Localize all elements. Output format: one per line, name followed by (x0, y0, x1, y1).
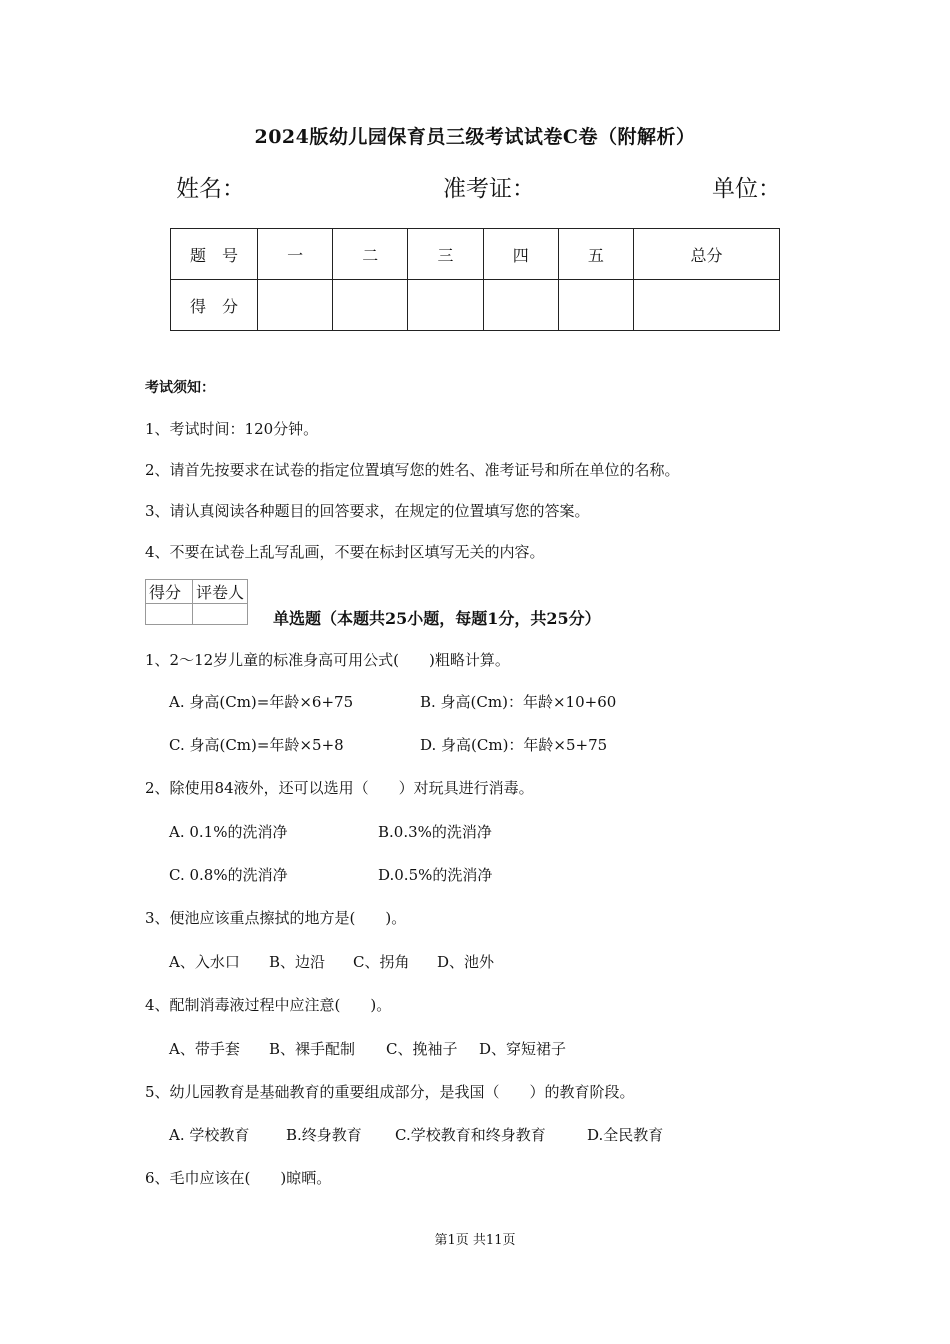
question-option[interactable]: B. 身高(Cm)：年龄×10+60 (420, 693, 617, 711)
question-stem: 3、便池应该重点擦拭的地方是( )。 (145, 909, 407, 927)
question-option[interactable]: D、穿短裙子 (479, 1040, 567, 1058)
grader-box-score-cell[interactable] (146, 604, 193, 625)
question-option[interactable]: C、挽袖子 (386, 1040, 458, 1058)
question-stem: 4、配制消毒液过程中应注意( )。 (145, 996, 392, 1014)
question-stem: 6、毛巾应该在( )晾晒。 (145, 1169, 332, 1187)
question-option[interactable]: A、带手套 (169, 1040, 240, 1058)
score-header-cell: 四 (483, 229, 558, 280)
grader-box (145, 579, 248, 625)
section-title: 单选题（本题共25小题，每题1分，共25分） (273, 609, 601, 628)
question-option[interactable]: A. 身高(Cm)=年龄×6+75 (169, 693, 354, 711)
grader-box-score-label: 得分 (146, 580, 193, 604)
exam-id-label: 准考证： (443, 176, 535, 202)
grader-box-grader-label: 评卷人 (193, 580, 248, 604)
note-item: 2、请首先按要求在试卷的指定位置填写您的姓名、准考证号和所在单位的名称。 (145, 461, 680, 479)
score-row-label: 得 分 (171, 280, 258, 331)
question-option[interactable]: B、边沿 (269, 953, 326, 971)
question-option[interactable]: B、裸手配制 (269, 1040, 356, 1058)
score-input-cell[interactable] (634, 280, 780, 331)
score-table (170, 228, 780, 331)
question-option[interactable]: A. 0.1%的洗消净 (169, 823, 288, 841)
score-input-cell[interactable] (333, 280, 408, 331)
page-footer: 第1页 共11页 (434, 1233, 516, 1248)
question-option[interactable]: A. 学校教育 (169, 1126, 250, 1144)
question-option[interactable]: A、入水口 (169, 953, 240, 971)
score-header-cell: 五 (558, 229, 633, 280)
note-item: 1、考试时间：120分钟。 (145, 420, 319, 438)
grader-box-grader-cell[interactable] (193, 604, 248, 625)
name-label: 姓名： (176, 176, 245, 202)
score-header-cell: 三 (408, 229, 483, 280)
unit-label: 单位： (712, 176, 781, 202)
score-table-score-row (171, 280, 780, 331)
question-option[interactable]: C. 身高(Cm)=年龄×5+8 (169, 736, 344, 754)
question-option[interactable]: D.全民教育 (587, 1126, 664, 1144)
score-input-cell[interactable] (408, 280, 483, 331)
question-option[interactable]: D. 身高(Cm)：年龄×5+75 (420, 736, 608, 754)
question-option[interactable]: B.0.3%的洗消净 (378, 823, 492, 841)
score-header-cell: 总分 (634, 229, 780, 280)
note-item: 3、请认真阅读各种题目的回答要求，在规定的位置填写您的答案。 (145, 502, 590, 520)
score-header-cell: 二 (333, 229, 408, 280)
question-stem: 2、除使用84液外，还可以选用（ ）对玩具进行消毒。 (145, 779, 534, 797)
question-option[interactable]: C.学校教育和终身教育 (395, 1126, 546, 1144)
score-input-cell[interactable] (483, 280, 558, 331)
question-option[interactable]: D.0.5%的洗消净 (378, 866, 493, 884)
question-option[interactable]: D、池外 (437, 953, 495, 971)
score-table-header-row (171, 229, 780, 280)
note-item: 4、不要在试卷上乱写乱画，不要在标封区填写无关的内容。 (145, 543, 545, 561)
score-header-cell: 一 (258, 229, 333, 280)
question-option[interactable]: C. 0.8%的洗消净 (169, 866, 288, 884)
notes-heading: 考试须知： (145, 380, 215, 396)
question-option[interactable]: B.终身教育 (286, 1126, 362, 1144)
score-input-cell[interactable] (258, 280, 333, 331)
score-input-cell[interactable] (558, 280, 633, 331)
score-header-cell: 题 号 (171, 229, 258, 280)
question-option[interactable]: C、拐角 (353, 953, 410, 971)
question-stem: 5、幼儿园教育是基础教育的重要组成部分，是我国（ ）的教育阶段。 (145, 1083, 635, 1101)
question-stem: 1、2～12岁儿童的标准身高可用公式( )粗略计算。 (145, 651, 510, 669)
page-title: 2024版幼儿园保育员三级考试试卷C卷（附解析） (254, 126, 696, 148)
